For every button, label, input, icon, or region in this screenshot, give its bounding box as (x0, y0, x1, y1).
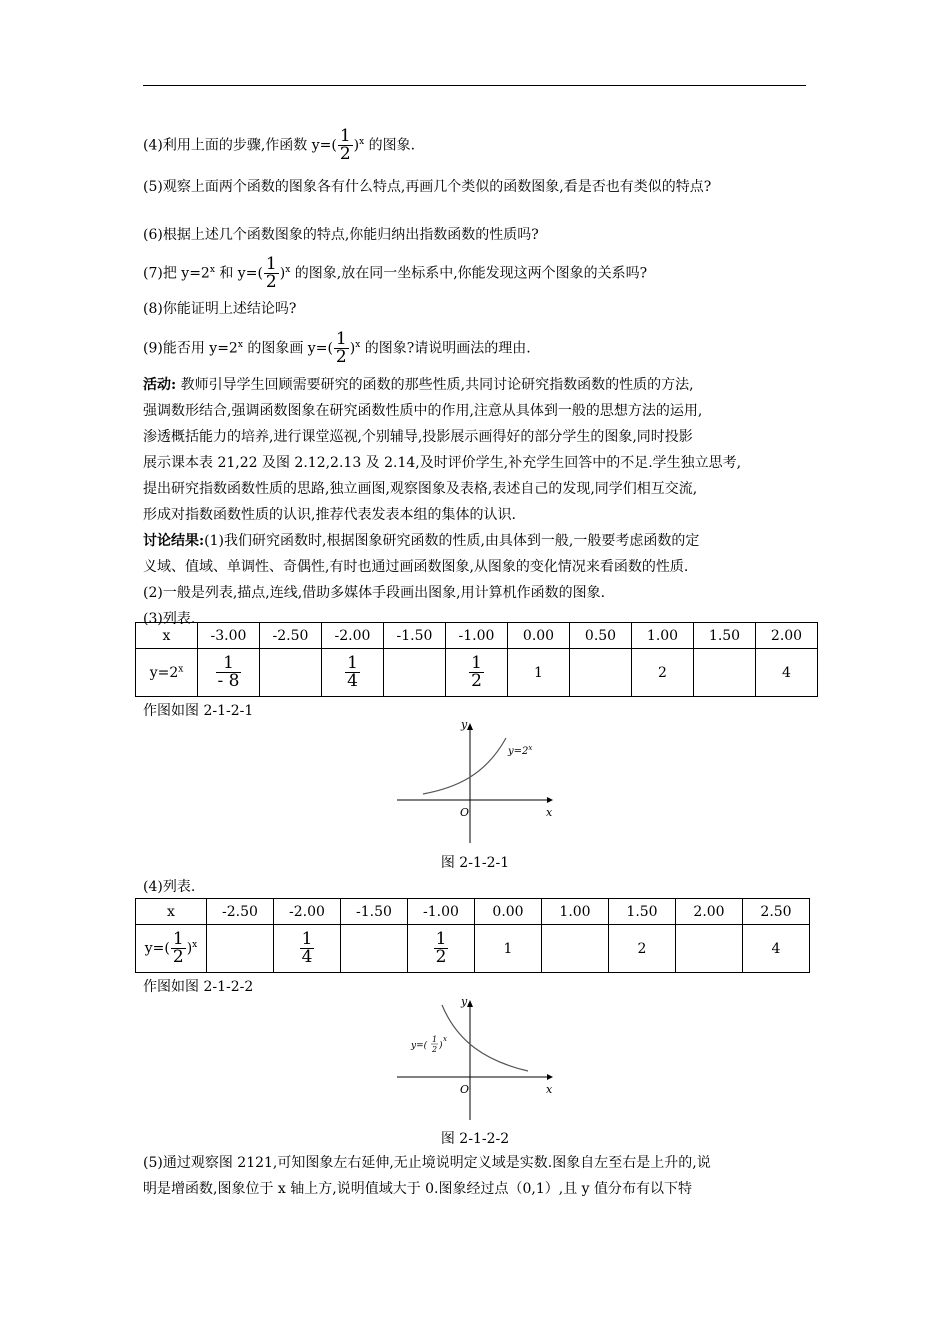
activity-line-6: 形成对指数函数性质的认识,推荐代表发表本组的集体的认识. (143, 507, 516, 523)
x-axis-arrow (547, 797, 553, 803)
table-cell (207, 925, 274, 973)
figure-2-caption: 图 2-1-2-2 (440, 1131, 510, 1147)
table-cell: -1.50 (341, 899, 408, 925)
activity-line-1: 活动: 教师引导学生回顾需要研究的函数的那些性质,共同讨论研究指数函数的性质的方法, (143, 377, 694, 393)
discussion-line-1: 讨论结果:(1)我们研究函数时,根据图象研究函数的性质,由具体到一般,一般要考虑函数的定 (143, 533, 700, 549)
table-cell: -2.00 (274, 899, 341, 925)
table-cell: -2.50 (207, 899, 274, 925)
curve-2x (423, 738, 506, 794)
discussion-label: 讨论结果: (143, 533, 205, 549)
table-cell: 0.00 (508, 623, 570, 649)
question-7: (7)把 $y=2^x$ 和 y=( $\frac{1}{2}$ )$^x$ 的图象,放在同一坐标系中,你能发现这两个图象的关系吗? (143, 254, 648, 292)
q4-text: (4)利用上面的步骤,作函数 y=( (143, 137, 337, 154)
table-cell: $\frac{1}{4}$ (322, 649, 384, 697)
figure-2-intro: 作图如图 2-1-2-2 (143, 979, 254, 995)
origin-label: O (460, 806, 470, 819)
svg-text:1: 1 (432, 1035, 438, 1044)
question-9: (9)能否用 $y=2^x$ 的图象画 y=( $\frac{1}{2}$ )$^x$ 的图象?请说明画法的理由. (143, 329, 531, 367)
figure-1-caption: 图 2-1-2-1 (440, 855, 510, 871)
table-cell: 2.50 (743, 899, 810, 925)
table-cell: 1.50 (609, 899, 676, 925)
discussion-line-3: (2)一般是列表,描点,连线,借助多媒体手段画出图象,用计算机作函数的图象. (143, 585, 606, 601)
activity-line-2: 强调数形结合,强调函数图象在研究函数性质中的作用,注意从具体到一般的思想方法的运用, (143, 403, 703, 419)
x-axis-arrow (547, 1074, 553, 1080)
figure-2-graph (395, 995, 560, 1125)
table-cell (570, 649, 632, 697)
table-cell (542, 925, 609, 973)
table-cell: 1.50 (694, 623, 756, 649)
discussion-line-4: (3)列表. (143, 611, 196, 627)
origin-label: O (460, 1083, 470, 1096)
curve-label: $y=2^x$ (508, 744, 533, 757)
table-cell: 1.00 (632, 623, 694, 649)
table-row-y (136, 925, 810, 973)
question-4: (4)利用上面的步骤,作函数 y=( $\frac{1}{2}$ )$^x$ 的图象. (143, 126, 416, 164)
table-cell: 4 (756, 649, 818, 697)
table-2x (135, 622, 818, 697)
svg-text:): ) (439, 1041, 443, 1051)
list-4-heading: (4)列表. (143, 879, 196, 895)
table-cell: 0.50 (570, 623, 632, 649)
table-cell: -3.00 (198, 623, 260, 649)
table-header-x: x (136, 623, 198, 649)
fraction: $\frac{1}{2}$ (335, 329, 347, 367)
ending-line-2: 明是增函数,图象位于 x 轴上方,说明值域大于 0.图象经过点（0,1）,且 y 值分布有以下特 (143, 1181, 693, 1197)
activity-line-3: 渗透概括能力的培养,进行课堂巡视,个别辅导,投影展示画得好的部分学生的图象,同时投影 (143, 429, 693, 445)
table-cell: $\frac{1}{4}$ (274, 925, 341, 973)
table-header-y: y=( $\frac{1}{2}$ )$^x$ (136, 925, 207, 973)
table-cell: $\frac{1}{2}$ (446, 649, 508, 697)
table-cell (384, 649, 446, 697)
table-row-x (136, 623, 818, 649)
axis-label-x: x (546, 806, 553, 819)
curve-half-x (442, 1005, 528, 1071)
table-cell (341, 925, 408, 973)
activity-line-4: 展示课本表 21,22 及图 2.12,2.13 及 2.14,及时评价学生,补充学生回答中的不足.学生独立思考, (143, 455, 742, 471)
discussion-line-2: 义域、值域、单调性、奇偶性,有时也通过画函数图象,从图象的变化情况来看函数的性质. (143, 559, 689, 575)
table-cell (694, 649, 756, 697)
table-cell (260, 649, 322, 697)
table-header-x: x (136, 899, 207, 925)
table-cell: 1.00 (542, 899, 609, 925)
curve-label (410, 1035, 447, 1054)
table-cell: 0.00 (475, 899, 542, 925)
axis-label-x: x (546, 1083, 553, 1096)
header-rule (143, 85, 806, 86)
table-cell: 1 (508, 649, 570, 697)
y-axis-arrow (467, 723, 473, 730)
axis-label-y: y (461, 995, 468, 1008)
table-cell: $\frac{1}{2}$ (408, 925, 475, 973)
figure-1-intro: 作图如图 2-1-2-1 (143, 703, 254, 719)
table-cell: -2.50 (260, 623, 322, 649)
svg-text:y=(: y=( (411, 1041, 428, 1051)
fraction: $\frac{1}{2}$ (265, 254, 277, 292)
table-cell: 2 (632, 649, 694, 697)
table-cell: -1.00 (446, 623, 508, 649)
table-cell: 2.00 (756, 623, 818, 649)
table-row-y (136, 649, 818, 697)
svg-text:2: 2 (432, 1045, 438, 1054)
svg-text:x: x (443, 1035, 447, 1043)
table-cell: 1 (475, 925, 542, 973)
table-cell: -1.00 (408, 899, 475, 925)
table-header-y: $y=2^x$ (136, 649, 198, 697)
table-cell: -1.50 (384, 623, 446, 649)
question-5: (5)观察上面两个函数的图象各有什么特点,再画几个类似的函数图象,看是否也有类似的特点? (143, 179, 712, 195)
table-cell: 2.00 (676, 899, 743, 925)
question-6: (6)根据上述几个函数图象的特点,你能归纳出指数函数的性质吗? (143, 227, 539, 243)
question-8: (8)你能证明上述结论吗? (143, 301, 297, 317)
fraction: $\frac{1}{2}$ (339, 126, 351, 164)
activity-label: 活动: (143, 377, 177, 393)
table-cell: 2 (609, 925, 676, 973)
table-cell: 4 (743, 925, 810, 973)
table-cell (676, 925, 743, 973)
figure-1-graph (395, 718, 560, 848)
activity-line-5: 提出研究指数函数性质的思路,独立画图,观察图象及表格,表述自己的发现,同学们相互交流, (143, 481, 698, 497)
table-cell: -2.00 (322, 623, 384, 649)
table-cell: $\frac{1}{- 8}$ (198, 649, 260, 697)
ending-line-1: (5)通过观察图 2121,可知图象左右延伸,无止境说明定义域是实数.图象自左至右是上升的,说 (143, 1155, 711, 1171)
table-half-x (135, 898, 810, 973)
y-axis-arrow (467, 1000, 473, 1007)
table-row-x (136, 899, 810, 925)
axis-label-y: y (461, 718, 468, 731)
